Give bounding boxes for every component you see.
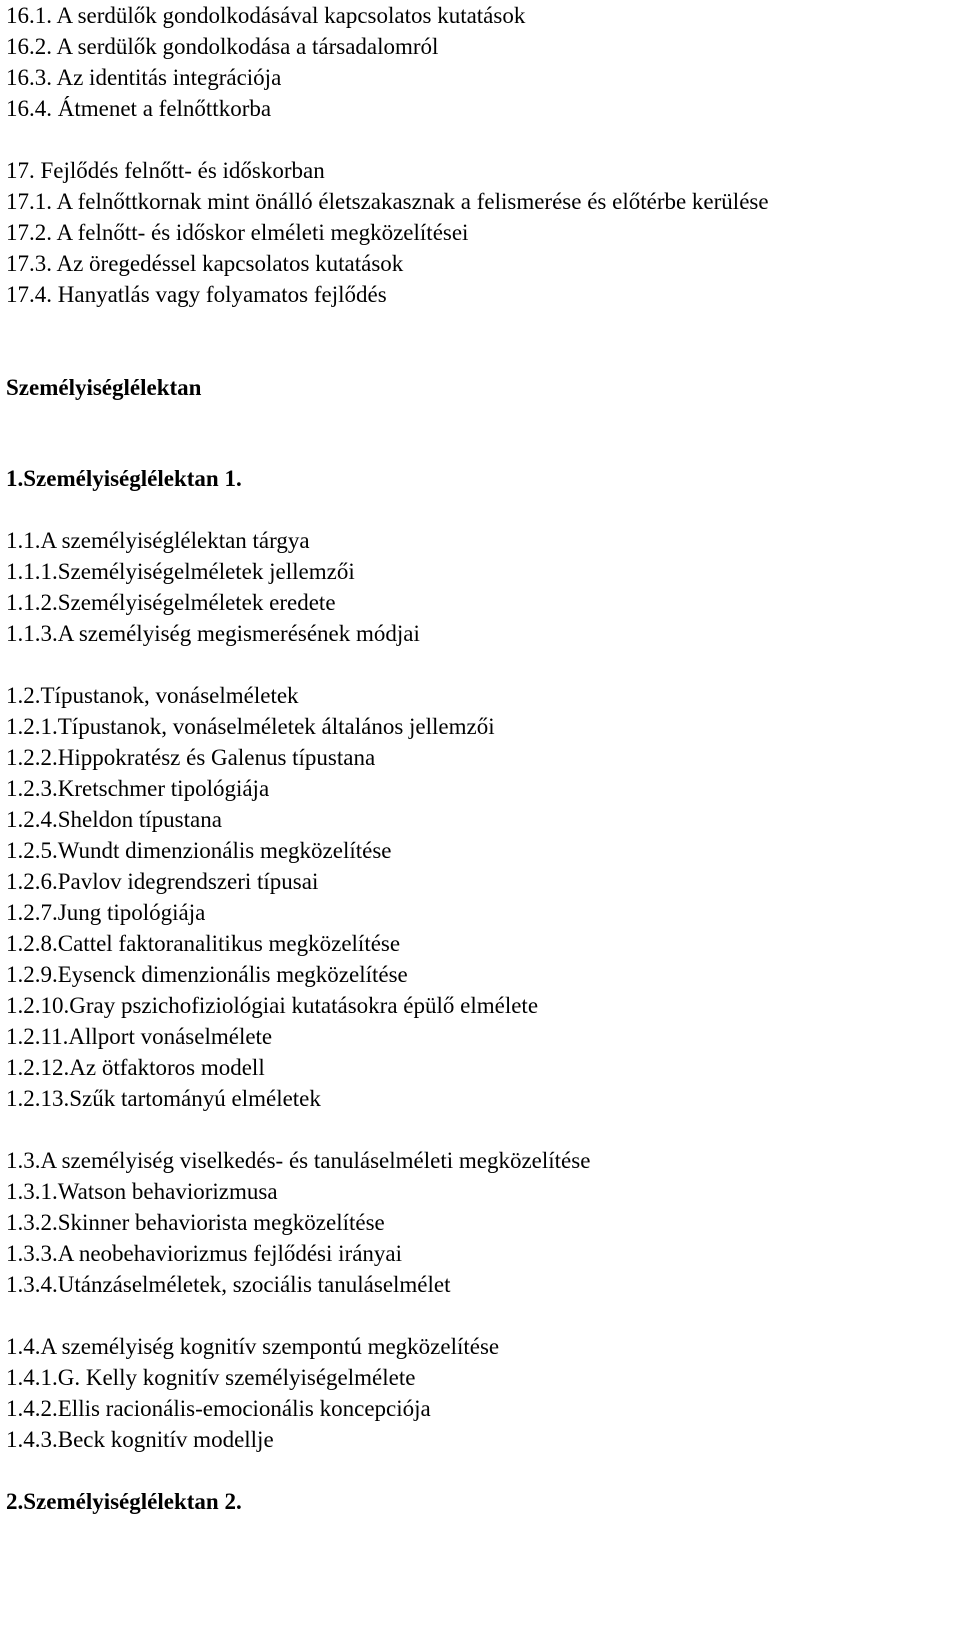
toc-entry: 1.2.8.Cattel faktoranalitikus megközelítése bbox=[6, 931, 401, 956]
spacer bbox=[6, 124, 956, 155]
toc-entry: 1.2.Típustanok, vonáselméletek bbox=[6, 683, 299, 708]
toc-entry: 17.4. Hanyatlás vagy folyamatos fejlődés bbox=[6, 282, 387, 307]
toc-entry: 16.3. Az identitás integrációja bbox=[6, 65, 282, 90]
document-body bbox=[6, 0, 956, 1517]
toc-entry: 1.3.4.Utánzáselméletek, szociális tanuláselmélet bbox=[6, 1272, 451, 1297]
toc-entry: 1.2.9.Eysenck dimenzionális megközelítése bbox=[6, 962, 408, 987]
toc-entry: 16.4. Átmenet a felnőttkorba bbox=[6, 96, 272, 121]
toc-entry: 17.3. Az öregedéssel kapcsolatos kutatások bbox=[6, 251, 404, 276]
toc-entry: 1.2.12.Az ötfaktoros modell bbox=[6, 1055, 265, 1080]
toc-entry: 1.4.A személyiség kognitív szempontú megközelítése bbox=[6, 1334, 500, 1359]
section-heading: Személyiséglélektan bbox=[6, 375, 202, 400]
toc-entry: 1.2.13.Szűk tartományú elméletek bbox=[6, 1086, 321, 1111]
toc-entry: 1.2.10.Gray pszichofiziológiai kutatásokra épülő elmélete bbox=[6, 993, 539, 1018]
toc-entry: 1.4.2.Ellis racionális-emocionális koncepciója bbox=[6, 1396, 431, 1421]
toc-entry: 1.1.1.Személyiségelméletek jellemzői bbox=[6, 559, 355, 584]
toc-entry: 1.2.6.Pavlov idegrendszeri típusai bbox=[6, 869, 319, 894]
toc-entry: 1.2.3.Kretschmer tipológiája bbox=[6, 776, 270, 801]
toc-entry: 17.1. A felnőttkornak mint önálló életszakasznak a felismerése és előtérbe kerülése bbox=[6, 189, 769, 214]
toc-entry: 1.1.3.A személyiség megismerésének módjai bbox=[6, 621, 420, 646]
spacer bbox=[6, 310, 956, 372]
toc-entry: 1.3.3.A neobehaviorizmus fejlődési irányai bbox=[6, 1241, 403, 1266]
section-heading: 1.Személyiséglélektan 1. bbox=[6, 466, 242, 491]
toc-entry: 1.2.1.Típustanok, vonáselméletek általános jellemzői bbox=[6, 714, 495, 739]
toc-entry: 17.2. A felnőtt- és időskor elméleti megközelítései bbox=[6, 220, 469, 245]
toc-entry: 1.2.2.Hippokratész és Galenus típustana bbox=[6, 745, 376, 770]
toc-entry: 1.4.1.G. Kelly kognitív személyiségelmélete bbox=[6, 1365, 416, 1390]
spacer bbox=[6, 1300, 956, 1331]
toc-entry: 1.1.2.Személyiségelméletek eredete bbox=[6, 590, 336, 615]
toc-entry: 16.1. A serdülők gondolkodásával kapcsolatos kutatások bbox=[6, 3, 526, 28]
toc-entry: 1.2.4.Sheldon típustana bbox=[6, 807, 222, 832]
toc-entry: 16.2. A serdülők gondolkodása a társadalomról bbox=[6, 34, 439, 59]
toc-entry: 17. Fejlődés felnőtt- és időskorban bbox=[6, 158, 325, 183]
toc-entry: 1.3.A személyiség viselkedés- és tanuláselméleti megközelítése bbox=[6, 1148, 591, 1173]
section-heading: 2.Személyiséglélektan 2. bbox=[6, 1489, 242, 1514]
toc-entry: 1.3.1.Watson behaviorizmusa bbox=[6, 1179, 278, 1204]
toc-entry: 1.2.5.Wundt dimenzionális megközelítése bbox=[6, 838, 392, 863]
toc-entry: 1.3.2.Skinner behaviorista megközelítése bbox=[6, 1210, 385, 1235]
spacer bbox=[6, 1114, 956, 1145]
spacer bbox=[6, 1455, 956, 1486]
toc-entry: 1.1.A személyiséglélektan tárgya bbox=[6, 528, 310, 553]
spacer bbox=[6, 403, 956, 463]
spacer bbox=[6, 494, 956, 525]
spacer bbox=[6, 649, 956, 680]
toc-entry: 1.2.11.Allport vonáselmélete bbox=[6, 1024, 273, 1049]
toc-entry: 1.2.7.Jung tipológiája bbox=[6, 900, 206, 925]
toc-entry: 1.4.3.Beck kognitív modellje bbox=[6, 1427, 274, 1452]
